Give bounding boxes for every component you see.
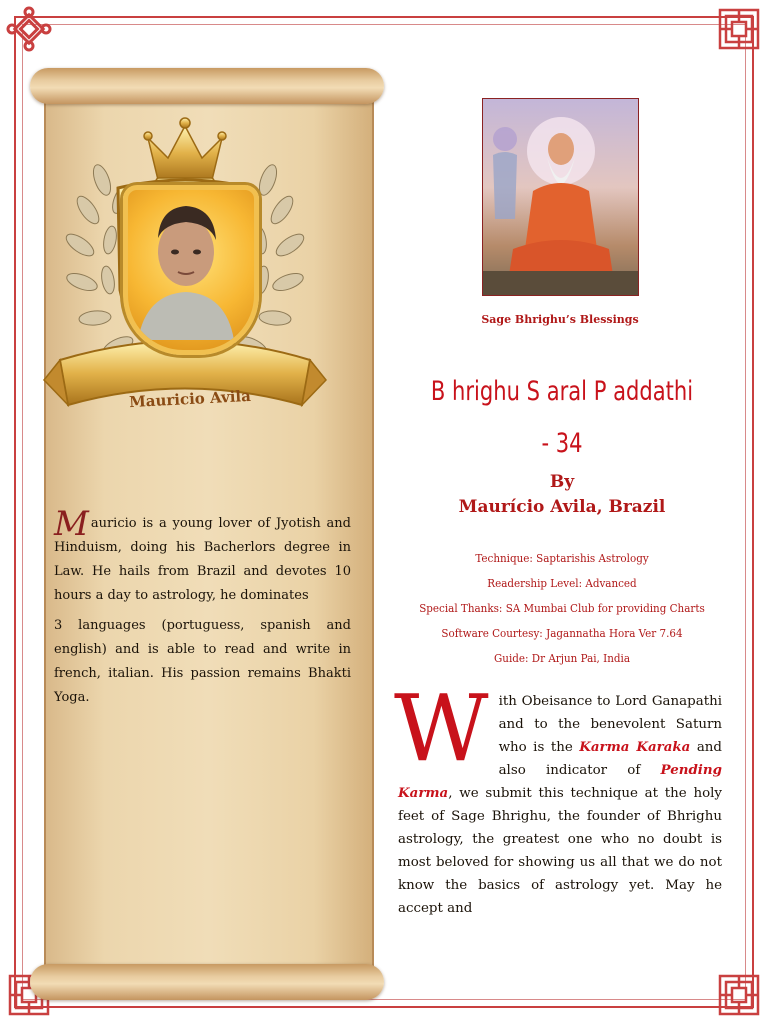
author-portrait [123,185,259,355]
greek-key-ornament-icon [716,6,762,52]
byline [388,470,736,520]
person-silhouette-icon [128,190,244,340]
karma-karaka-term: Karma Karaka [579,739,691,755]
bio-paragraph-2: 3 languages (portuguess, spanish and english) and is able to read and write in french, italian. His passion remains Bhakti Yoga. [54,618,351,705]
bio-text-1: auricio is a young lover of Jyotish and Hinduism, doing his Bacherlors degree in Law. He hails from Brazil and devotes 10 hours a day to astrology, he dominates [54,516,351,603]
name-ribbon-label: Mauricio Avila [128,386,252,412]
scroll-roll-bottom [30,964,384,1000]
article-title [426,366,697,470]
sage-image-caption: Sage Bhrighu’s Blessings [481,313,639,326]
guide-line: Guide: Dr Arjun Pai, India [494,651,630,665]
invocation-text-1: ith Obeisance to Lord Ganapathi and to the benevolent Saturn who is the [498,694,722,755]
title-line-2: - 34 [541,428,583,459]
readership-line: Readership Level: Advanced [487,576,637,590]
bio-dropcap: M [54,504,89,544]
endless-knot-ornament-icon [6,6,52,52]
bio-paragraph-1 [54,504,351,608]
technique-line: Technique: Saptarishis Astrology [475,551,649,565]
by-label: By [549,472,575,492]
author-bio [54,504,351,716]
crown-icon [144,118,226,188]
invocation-dropcap: W [394,675,489,782]
title-line-1: B hrighu S aral P addathi [430,376,694,407]
sage-figure-icon [483,99,638,295]
invocation-text-2: and also indicator of [498,740,722,778]
pending-karma-term: Pending Karma [398,762,722,801]
software-line: Software Courtesy: Jagannatha Hora Ver 7.64 [441,626,683,640]
author-name: Maurício Avila, Brazil [458,497,666,517]
greek-key-ornament-icon [716,972,762,1018]
invocation-paragraph [394,675,722,920]
thanks-line: Special Thanks: SA Mumbai Club for providing Charts [419,601,705,615]
article-credits [388,546,736,671]
invocation-text-3: , we submit this technique at the holy feet of Sage Bhrighu, the founder of Bhrighu astrology, the greatest one who no doubt is most beloved for showing us all that we do not know the basics of astrology yet. May he accept and [398,786,722,916]
sage-bhrighu-image [482,98,639,296]
